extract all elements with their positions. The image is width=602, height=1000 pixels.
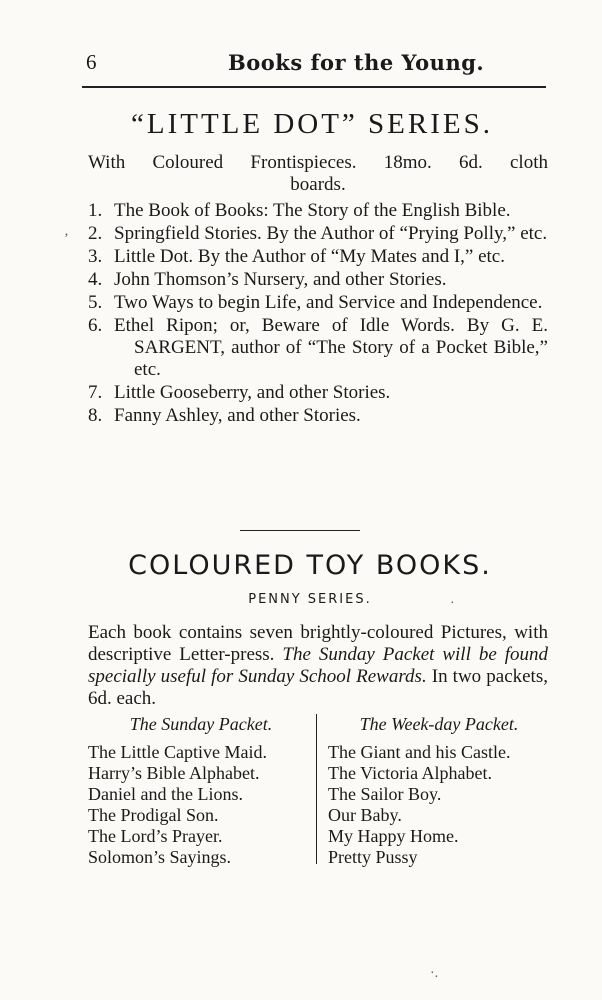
header-rule (82, 86, 546, 88)
packet-item: My Happy Home. (328, 826, 459, 846)
list-item (88, 405, 548, 427)
list-item (88, 292, 548, 314)
item-text: Ethel Ripon; or, Beware of Idle Words. By G. E. SARGENT, author of “The Story of a Pocket Bible,” etc. (114, 315, 548, 380)
packet-item: The Victoria Alphabet. (328, 763, 493, 783)
little-dot-intro (88, 152, 548, 196)
item-text: The Book of Books: The Story of the English Bible. (114, 200, 511, 221)
item-number: 3. (88, 246, 103, 267)
item-number: 1. (88, 200, 103, 221)
desc-text: In two packets, 6d. each. (88, 666, 548, 709)
item-number: 7. (88, 382, 103, 403)
page-header (0, 50, 602, 84)
item-number: 8. (88, 405, 103, 426)
list-item (88, 200, 548, 222)
item-number: 2. (88, 223, 103, 244)
packet-item: The Giant and his Castle. (328, 742, 511, 762)
packet-item: The Prodigal Son. (88, 805, 219, 825)
intro-word: 6d. (459, 152, 483, 173)
packet-item: The Sailor Boy. (328, 784, 442, 804)
intro-word: Frontispieces. (250, 152, 357, 173)
intro-word: 18mo. (383, 152, 432, 173)
toy-books-description (88, 622, 548, 710)
little-dot-series-title: “LITTLE DOT” SERIES. (130, 108, 493, 140)
intro-line-1 (88, 152, 548, 174)
column-heading: The Week-day Packet. (359, 714, 519, 734)
item-text: John Thomson’s Nursery, and other Stories. (114, 269, 447, 290)
list-item (88, 269, 548, 291)
stray-ink-mark: · (450, 596, 455, 611)
item-number: 4. (88, 269, 103, 290)
packet-columns (88, 714, 548, 866)
desc-text: Each book contains seven brightly-coloured Pictures, with descriptive Letter-press. (88, 622, 548, 665)
list-item (88, 315, 548, 381)
weekday-packet-column (328, 714, 550, 868)
item-text: Springfield Stories. By the Author of “Prying Polly,” etc. (114, 223, 548, 244)
list-item (88, 223, 548, 245)
stray-ink-mark: ·. (430, 966, 439, 981)
section-divider (240, 530, 360, 531)
running-title: Books for the Young. (228, 50, 485, 75)
item-number: 6. (88, 315, 103, 336)
desc-italic-text: The Sunday Packet will be found specially useful for Sunday School Rewards. (88, 644, 548, 687)
item-text: Little Dot. By the Author of “My Mates and I,” etc. (114, 246, 505, 267)
penny-series-subtitle: PENNY SERIES. (248, 592, 372, 607)
packet-item: Daniel and the Lions. (88, 784, 243, 804)
intro-word: Coloured (152, 152, 224, 173)
little-dot-list (88, 200, 548, 428)
intro-word: cloth (509, 152, 548, 173)
stray-ink-mark: ‚ (64, 224, 69, 239)
intro-word: With (88, 152, 126, 173)
item-number: 5. (88, 292, 103, 313)
packet-item: Solomon’s Sayings. (88, 847, 232, 867)
packet-item: Harry’s Bible Alphabet. (88, 763, 260, 783)
column-heading: The Sunday Packet. (129, 714, 273, 734)
page-number: 6 (86, 50, 97, 74)
sunday-packet-column (88, 714, 314, 868)
intro-line-2: boards. (290, 174, 346, 195)
packet-item: Pretty Pussy (328, 847, 418, 867)
packet-item: The Little Captive Maid. (88, 742, 267, 762)
column-divider (316, 714, 317, 864)
item-text: Little Gooseberry, and other Stories. (114, 382, 391, 403)
item-text: Fanny Ashley, and other Stories. (114, 405, 361, 426)
packet-item: The Lord’s Prayer. (88, 826, 223, 846)
list-item (88, 246, 548, 268)
toy-books-title: COLOURED TOY BOOKS. (128, 550, 492, 581)
list-item (88, 382, 548, 404)
item-text: Two Ways to begin Life, and Service and Independence. (114, 292, 543, 313)
packet-item: Our Baby. (328, 805, 402, 825)
